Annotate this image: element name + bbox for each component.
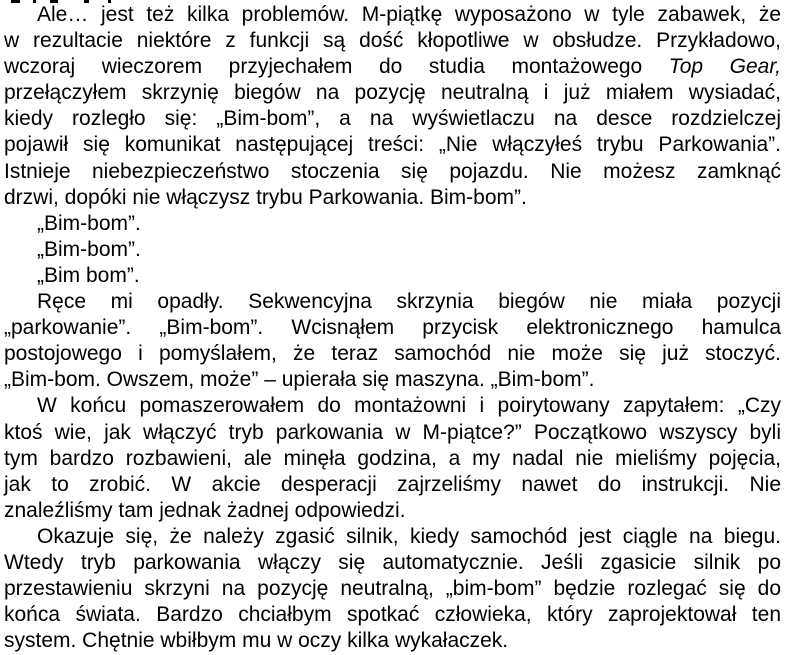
text-segment: „parkowanie”. „Bim-bom”. Wcisnąłem przycisk elektronicznego hamulca — [4, 316, 781, 340]
text-segment: wczoraj wieczorem przyjechałem do studia montażowego — [4, 55, 669, 79]
text-segment: znaleźliśmy tam jednak żadnej odpowiedzi. — [4, 498, 406, 522]
text-line — [4, 263, 781, 289]
text-segment: przestawieniu skrzyni na pozycję neutralną, „bim-bom” będzie rozlegać się do — [4, 577, 781, 601]
text-line — [4, 602, 781, 628]
text-line — [4, 159, 781, 185]
text-segment: końca świata. Bardzo chciałbym spotkać człowieka, który zaprojektował ten — [4, 603, 781, 627]
clipped-previous-line-artifact — [84, 0, 89, 3]
italic-text-segment: Top Gear, — [668, 55, 781, 79]
text-segment: Ręce mi opadły. Sekwencyjna skrzynia biegów nie miała pozycji — [37, 290, 781, 314]
text-segment: jak to zrobić. W akcie desperacji zajrzeliśmy nawet do instrukcji. Nie — [4, 472, 781, 496]
text-segment: „Bim-bom. Owszem, może” – upierała się maszyna. „Bim-bom”. — [4, 368, 595, 392]
text-segment: W końcu pomaszerowałem do montażowni i poirytowany zapytałem: „Czy — [37, 394, 781, 418]
text-line — [4, 446, 781, 472]
page-text — [4, 2, 781, 654]
text-segment: Wtedy tryb parkowania włączy się automatycznie. Jeśli zgasicie silnik po — [4, 550, 781, 574]
clipped-previous-line-artifact — [108, 0, 111, 3]
text-line — [4, 106, 781, 132]
text-segment: postojowego i pomyślałem, że teraz samochód nie może się już stoczyć. — [4, 342, 781, 366]
text-line — [4, 576, 781, 602]
text-segment: „Bim bom”. — [37, 263, 140, 287]
text-line — [4, 524, 781, 550]
text-line — [4, 289, 781, 315]
text-line — [4, 54, 781, 80]
clipped-previous-line-artifact — [50, 0, 58, 3]
text-segment: tym bardzo rozbawieni, ale minęła godzina, a my nadal nie mieliśmy pojęcia, — [4, 446, 781, 470]
text-segment: „Bim-bom”. — [37, 211, 141, 235]
text-line — [4, 132, 781, 158]
text-line — [4, 315, 781, 341]
text-segment: system. Chętnie wbiłbym mu w oczy kilka wykałaczek. — [4, 629, 509, 653]
text-line — [4, 80, 781, 106]
text-line — [4, 185, 781, 211]
text-segment: kiedy rozległo się: „Bim-bom”, a na wyświetlaczu na desce rozdzielczej — [4, 107, 781, 131]
text-segment: w rezultacie niektóre z funkcji są dość kłopotliwe w obsłudze. Przykładowo, — [4, 29, 781, 53]
text-segment: Ale… jest też kilka problemów. M-piątkę wyposażono w tyle zabawek, że — [37, 3, 781, 26]
text-line — [4, 420, 781, 446]
text-line — [4, 472, 781, 498]
text-segment: Okazuje się, że należy zgasić silnik, kiedy samochód jest ciągle na biegu. — [37, 524, 781, 548]
text-segment: drzwi, dopóki nie włączysz trybu Parkowania. Bim-bom”. — [4, 185, 527, 209]
text-line — [4, 341, 781, 367]
text-segment: Istnieje niebezpieczeństwo stoczenia się pojazdu. Nie możesz zamknąć — [4, 159, 781, 183]
text-line — [4, 550, 781, 576]
text-segment: pojawił się komunikat następującej treści: „Nie włączyłeś trybu Parkowania”. — [4, 133, 781, 157]
text-line — [4, 367, 781, 393]
text-line — [4, 393, 781, 419]
text-segment: „Bim-bom”. — [37, 237, 141, 261]
text-line — [4, 498, 781, 524]
text-line — [4, 237, 781, 263]
text-line — [4, 2, 781, 28]
text-segment: przełączyłem skrzynię biegów na pozycję neutralną i już miałem wysiadać, — [4, 81, 781, 105]
text-line — [4, 628, 781, 654]
text-line — [4, 28, 781, 54]
text-line — [4, 211, 781, 237]
text-segment: ktoś wie, jak włączyć tryb parkowania w M-piątce?” Początkowo wszyscy byli — [4, 420, 781, 444]
clipped-previous-line-artifact — [33, 0, 36, 3]
clipped-previous-line-artifact — [11, 0, 20, 3]
